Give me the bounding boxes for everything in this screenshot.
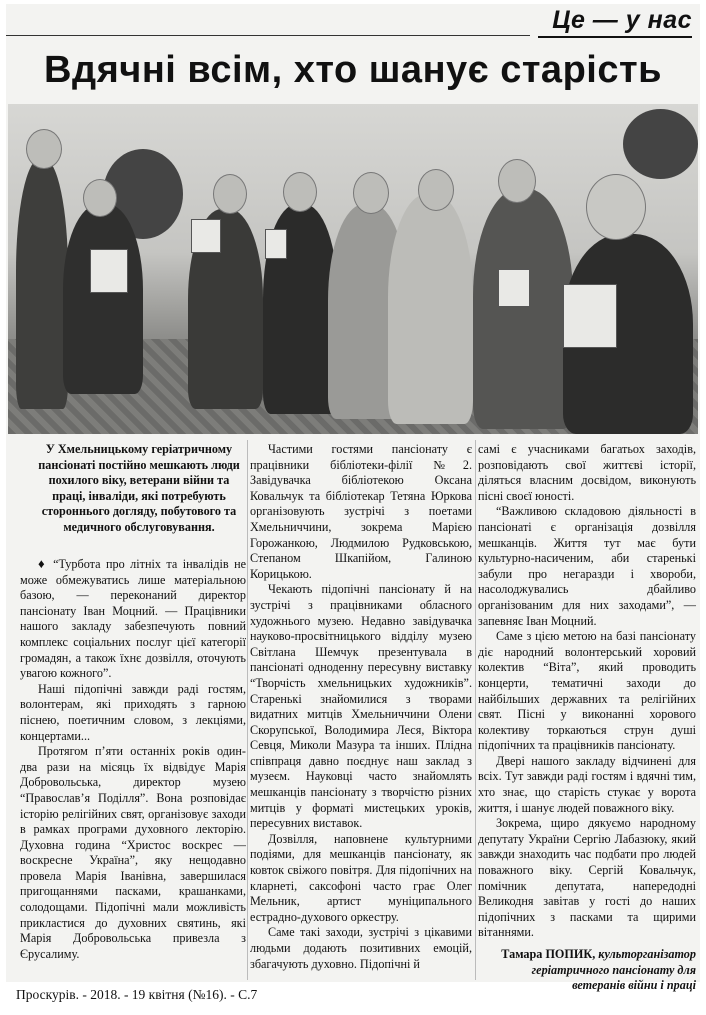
paragraph: Саме з цією метою на базі пансіонату діє народний волонтерський хоровий колектив “Віта”, який проводить концерти, тематичні заходи до найбільших державних та релігійних свят. Пісні у виконанні хорового колективу торкаються струн душі підопічних та працівників пансіонату.	[478, 629, 696, 753]
photo-person	[63, 204, 143, 394]
paragraph: самі є учасниками багатьох заходів, розповідають свої життєві історії, діляться власним досвідом, виконують пісні своєї юності.	[478, 442, 696, 503]
diamond-icon: ♦	[38, 556, 48, 571]
photo-plant-right	[623, 109, 698, 179]
paragraph: Чекають підопічні пансіонату й на зустрічі з працівниками обласного художнього музею. Недавно завідувачка науково-просвітницького відділу музею Світлана Шемчук презентувала в пансіонаті одноденну пересувну виставку “Творчість хмельницьких художників”. Старенькі знайомилися з творами видатних митців Хмельниччини Олени Скорупської, Володимира Леся, Віктора Севця, Миколи Мазура та інших. Плідна співпраця давно поєднує наш заклад з музеєм. Науковці часто знайомлять мешканців пансіонату з творчістю різних митців у форматі мистецьких уроків, пересувних виставок.	[250, 582, 472, 831]
source-footer: Проскурів. - 2018. - 19 квітня (№16). - С.7	[16, 987, 258, 1002]
photo-person	[473, 189, 573, 429]
paragraph-text: “Турбота про літніх та інвалідів не може обмежуватись лише матеріальною базою, — переконаний директор пансіонату Іван Моцний. — Працівники нашого закладу забезпечують повний комплекс соціальних послуг цієї категорії громадян, а також їхнє дозвілля, оточують увагою кожного”.	[20, 557, 246, 681]
photo-book	[265, 229, 287, 259]
photo-person	[388, 194, 473, 424]
newspaper-page	[6, 4, 700, 993]
photo-book	[563, 284, 617, 348]
author-name: Тамара ПОПИК,	[501, 947, 596, 961]
column-divider	[247, 440, 248, 980]
photo-book	[191, 219, 221, 253]
rubric: Це — у нас	[538, 4, 692, 38]
photo-book	[90, 249, 128, 293]
headline: Вдячні всім, хто шанує старість	[44, 49, 662, 91]
author-role: культорганізатор геріатричного пансіонату для ветеранів війни і праці	[531, 947, 696, 993]
paragraph: “Важливою складовою діяльності в пансіонаті є організація дозвілля мешканців. Життя тут має бути культурно-насиченим, аби старенькі забули про негаразди і хвороби, насолоджувались дбайливо організованим для них заходами”, — запевняє Іван Моцний.	[478, 504, 696, 628]
photo-head	[498, 159, 536, 203]
article-column-3	[478, 442, 696, 994]
rubric-rule	[6, 35, 530, 36]
article-lead: У Хмельницькому геріатричному пансіонаті постійно мешкають люди похилого віку, ветерани війни та праці, інваліди, які потребують стороннього догляду, побутового та медичного обслуговування.	[38, 442, 240, 534]
photo-head	[283, 172, 317, 212]
paragraph: Наші підопічні завжди раді гостям, волонтерам, які приходять з гарною піснею, поетичним словом, з лекціями, концертами...	[20, 681, 246, 743]
photo-head	[83, 179, 117, 217]
photo-book	[498, 269, 530, 307]
paragraph: Дозвілля, наповнене культурними подіями, для мешканців пансіонату, як ковток свіжого повітря. Для підопічних на кларнеті, саксофоні часто грає Олег Мельник, артист муніципального естрадно-духового оркестру.	[250, 831, 472, 924]
photo-head	[418, 169, 454, 211]
paragraph: Частими гостями пансіонату є працівники бібліотеки-філії №2. Завідувачка бібліотекою Оксана Ковальчук та бібліотекар Тетяна Юркова організовують зустрічі з поетами Хмельниччини, зокрема Марією Горожанкою, Людмилою Рудковською, Степаном Шкапійом, Галиною Корицькою.	[250, 442, 472, 581]
paragraph	[20, 556, 246, 682]
column-divider	[475, 440, 476, 980]
photo-head	[26, 129, 62, 169]
article-signature	[478, 947, 696, 994]
paragraph: Зокрема, щиро дякуємо народному депутату України Сергію Лабазюку, який завжди знаходить час подбати про людей поважного віку. Сергій Ковальчук, помічник депутата, напередодні Великодня завітав у гості до наших підопічних з пасками та щирими вітаннями.	[478, 816, 696, 940]
photo-head	[213, 174, 247, 214]
photo-person	[16, 159, 68, 409]
article-photo	[8, 104, 698, 434]
paragraph: Протягом п’яти останніх років один-два рази на місяць їх відвідує Марія Добровольська, директор музею “Православ’я Поділля”. Вона розповідає історію релігійних свят, організовує заходи в рамках програми духовного лекторію. Духовна година “Христос воскрес — воскресне Україна”, яку нещодавно провела Марія Іванівна, завершилася пригощаннями пасками, крашанками, солодощами. Підопічні мали можливість прикластися до духовних святинь, які Марія Добровольська привезла з Єрусалиму.	[20, 744, 246, 961]
paragraph: Двері нашого закладу відчинені для всіх. Тут завжди раді гостям і вдячні тим, хто знає, що старість стукає у ворота життя, і шанує людей поважного віку.	[478, 753, 696, 815]
article-column-1	[20, 556, 246, 962]
photo-head	[353, 172, 389, 214]
paragraph: Саме такі заходи, зустрічі з цікавими людьми додають позитивних емоцій, збагачують духовно. Підопічні й	[250, 925, 472, 971]
photo-head	[586, 174, 646, 240]
article-column-2	[250, 442, 472, 972]
